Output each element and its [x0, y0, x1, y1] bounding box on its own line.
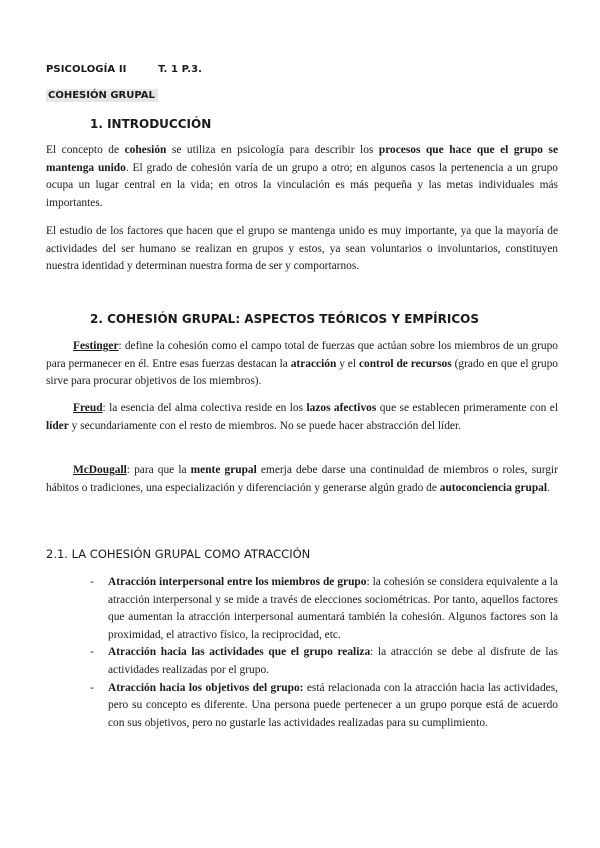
text: : la cohesión se considera equivalente a la atracción interpersonal y se mide a través de elecciones sociométricas. Por tanto, aquellos factores que aumentan la atracción interpersonal aumentará también la cohesión. Algunos factores son la proximidad, el atractivo físico, la reciprocidad, etc. — [108, 576, 558, 641]
festinger-paragraph — [46, 338, 558, 391]
bold-term: procesos que hace que el grupo se mantenga unido — [46, 144, 558, 174]
text: y el — [336, 357, 359, 370]
text: se utiliza en psicología para describir los — [166, 144, 379, 156]
text: : define la cohesión como el campo total de fuerzas que actúan sobre los miembros de un grupo para permanecer en él. Entre esas fuerzas destacan la — [46, 340, 558, 370]
text: (grado en que el grupo sirve para procurar objetivos de los miembros). — [46, 357, 558, 388]
text: emerja debe darse una continuidad de miembros o roles, surgir hábitos o tradiciones, una especialización y diferenciación y generarse algún grado de — [46, 464, 558, 494]
heading-introduccion: 1. INTRODUCCIÓN — [90, 117, 212, 131]
attraction-list — [108, 574, 558, 732]
author-name: Festinger — [73, 340, 119, 352]
list-item — [108, 644, 558, 679]
bold-term: mente grupal — [190, 464, 257, 476]
intro-paragraph-1 — [46, 142, 558, 212]
list-item — [108, 680, 558, 733]
text: : la atracción se debe al disfrute de las actividades realizadas por el grupo. — [108, 646, 558, 676]
bold-term: Atracción hacia los objetivos del grupo: — [108, 681, 304, 694]
author-name: Freud — [73, 402, 103, 414]
page-header — [46, 64, 202, 75]
bold-term: lazos afectivos — [306, 402, 377, 414]
bold-term: autoconciencia grupal — [439, 481, 548, 494]
bold-term: control de recursos — [358, 357, 452, 370]
text: El concepto de — [46, 144, 125, 156]
text: y secundariamente con el resto de miembros. No se puede hacer abstracción del líder. — [68, 419, 461, 432]
text: está relacionada con la atracción hacia las actividades, pero su concepto es diferente. Una persona puede pertenecer a un grupo porque está de acuerdo con sus objetivos, pero no gustarle las actividades realizadas para su cumplimiento. — [108, 681, 558, 729]
text: : para que la — [126, 464, 191, 476]
list-item — [108, 574, 558, 644]
bold-term: atracción — [290, 357, 337, 370]
bold-term: cohesión — [124, 144, 167, 156]
intro-paragraph-2: El estudio de los factores que hacen que el grupo se mantenga unido es muy importante, ya que la mayoría de actividades del ser humano se realizan en grupos y estos, ya sean voluntarios o involuntarios, constituyen nuestra identidad y determinan nuestra forma de ser y comportarnos. — [46, 225, 558, 273]
topic-code: T. 1 P.3. — [158, 64, 203, 75]
heading-cohesion-atraccion: 2.1. LA COHESIÓN GRUPAL COMO ATRACCIÓN — [46, 547, 311, 561]
bold-term: Atracción interpersonal entre los miembros de grupo — [108, 576, 367, 588]
bold-term: líder — [46, 419, 69, 432]
mcdougall-paragraph — [46, 462, 558, 497]
freud-paragraph — [46, 400, 558, 435]
course-name: PSICOLOGÍA II — [46, 64, 127, 75]
text: . El grado de cohesión varía de un grupo a otro; en algunos casos la pertenencia a un grupo ocupa un lugar central en la vida; en otros la vinculación es más pequeña y las metas individuales más importantes. — [46, 161, 559, 209]
bold-term: Atracción hacia las actividades que el grupo realiza — [108, 646, 371, 659]
section-tag: COHESIÓN GRUPAL — [46, 89, 158, 102]
text: que se establecen primeramente con el — [376, 402, 558, 414]
text: . — [547, 481, 550, 494]
text: : la esencia del alma colectiva reside en los — [102, 402, 307, 414]
author-name: McDougall — [73, 464, 127, 476]
heading-cohesion-grupal: 2. COHESIÓN GRUPAL: ASPECTOS TEÓRICOS Y EMPÍRICOS — [90, 312, 479, 326]
